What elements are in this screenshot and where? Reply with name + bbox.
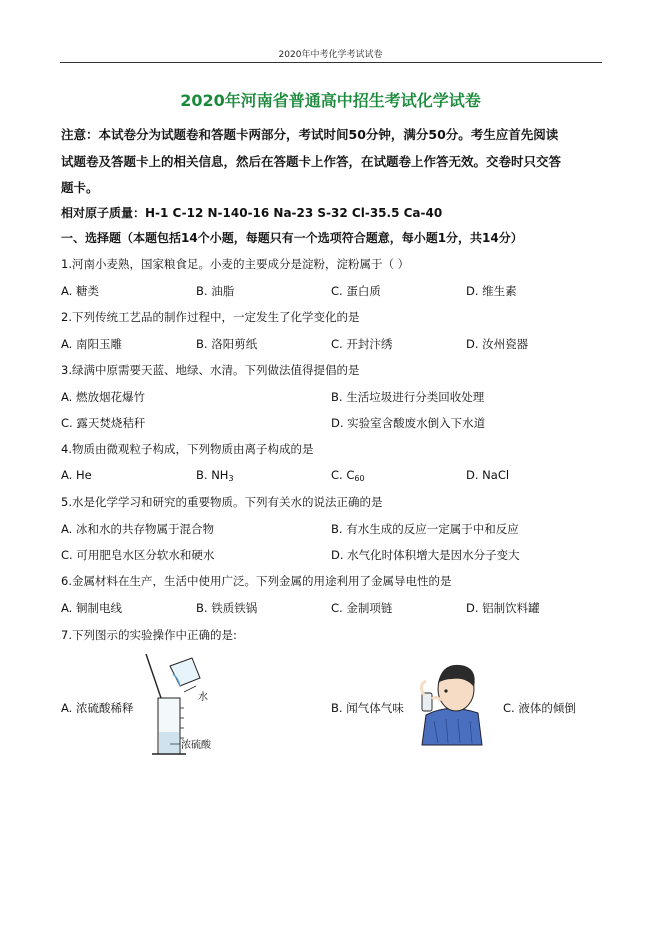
question-5-option-a: A. 冰和水的共存物属于混合物 (61, 522, 214, 536)
question-2-option-b: B. 洛阳剪纸 (196, 337, 258, 351)
nh3-subscript: 3 (228, 474, 234, 483)
question-3-option-d: D. 实验室含酸废水倒入下水道 (331, 416, 486, 430)
water-label: 水 (198, 692, 208, 703)
acid-label: 浓硫酸 (181, 740, 211, 751)
question-7-option-b: B. 闻气体气味 (331, 701, 404, 715)
question-2-stem: 2.下列传统工艺品的制作过程中，一定发生了化学变化的是 (61, 310, 360, 324)
question-1-option-a: A. 糖类 (61, 284, 99, 298)
question-1-stem: 1.河南小麦熟，国家粮食足。小麦的主要成分是淀粉，淀粉属于（ ） (61, 257, 410, 271)
question-6-option-b: B. 铁质铁锅 (196, 601, 258, 615)
question-6-stem: 6.金属材料在生产，生活中使用广泛。下列金属的用途利用了金属导电性的是 (61, 574, 452, 588)
question-6-option-c: C. 金制项链 (331, 601, 393, 615)
question-7-option-c: C. 液体的倾倒 (503, 701, 576, 715)
question-2-option-a: A. 南阳玉雕 (61, 337, 122, 351)
atomic-mass-line: 相对原子质量：H-1 C-12 N-140-16 Na-23 S-32 Cl-35.5 Ca-40 (61, 206, 443, 220)
question-4-option-b-text: B. NH (196, 468, 229, 482)
question-4-option-c (331, 468, 365, 483)
header-divider (60, 62, 602, 63)
section-heading: 一、选择题（本题包括14个小题，每题只有一个选项符合题意，每小题1分，共14分） (61, 231, 523, 245)
notice-line-1: 注意：本试卷分为试题卷和答题卡两部分，考试时间50分钟，满分50分。考生应首先阅读 (61, 127, 559, 142)
question-7-stem: 7.下列图示的实验操作中正确的是: (61, 628, 237, 642)
page-title: 2020年河南省普通高中招生考试化学试卷 (180, 91, 481, 110)
question-1-option-d: D. 维生素 (466, 284, 517, 298)
question-5-option-b: B. 有水生成的反应一定属于中和反应 (331, 522, 519, 536)
question-4-option-b (196, 468, 234, 483)
running-header: 2020年中考化学考试试卷 (278, 50, 383, 60)
question-2-option-c: C. 开封汴绣 (331, 337, 393, 351)
question-3-option-a: A. 燃放烟花爆竹 (61, 390, 145, 404)
question-7-option-a: A. 浓硫酸稀释 (61, 701, 134, 715)
question-4-option-a: A. He (61, 468, 92, 482)
question-3-option-b: B. 生活垃圾进行分类回收处理 (331, 390, 485, 404)
question-3-stem: 3.绿满中原需要天蓝、地绿、水清。下列做法值得提倡的是 (61, 363, 360, 377)
question-1-option-b: B. 油脂 (196, 284, 235, 298)
c60-subscript: 60 (354, 474, 365, 483)
notice-line-3: 题卡。 (61, 180, 99, 195)
question-4-option-d: D. NaCl (466, 468, 510, 482)
dilution-figure (140, 648, 250, 766)
question-4-option-c-text: C. C (331, 468, 355, 482)
question-5-option-c: C. 可用肥皂水区分软水和硬水 (61, 548, 215, 562)
question-3-option-c: C. 露天焚烧秸秆 (61, 416, 146, 430)
question-4-stem: 4.物质由微观粒子构成，下列物质由离子构成的是 (61, 442, 314, 456)
question-5-stem: 5.水是化学学习和研究的重要物质。下列有关水的说法正确的是 (61, 495, 383, 509)
question-6-option-a: A. 铜制电线 (61, 601, 122, 615)
question-6-option-d: D. 铝制饮料罐 (466, 601, 540, 615)
notice-line-2: 试题卷及答题卡上的相关信息，然后在答题卡上作答，在试题卷上作答无效。交卷时只交答 (61, 154, 562, 169)
question-1-option-c: C. 蛋白质 (331, 284, 381, 298)
smelling-gas-figure (408, 655, 490, 747)
question-5-option-d: D. 水气化时体积增大是因水分子变大 (331, 548, 520, 562)
question-2-option-d: D. 汝州瓷器 (466, 337, 529, 351)
